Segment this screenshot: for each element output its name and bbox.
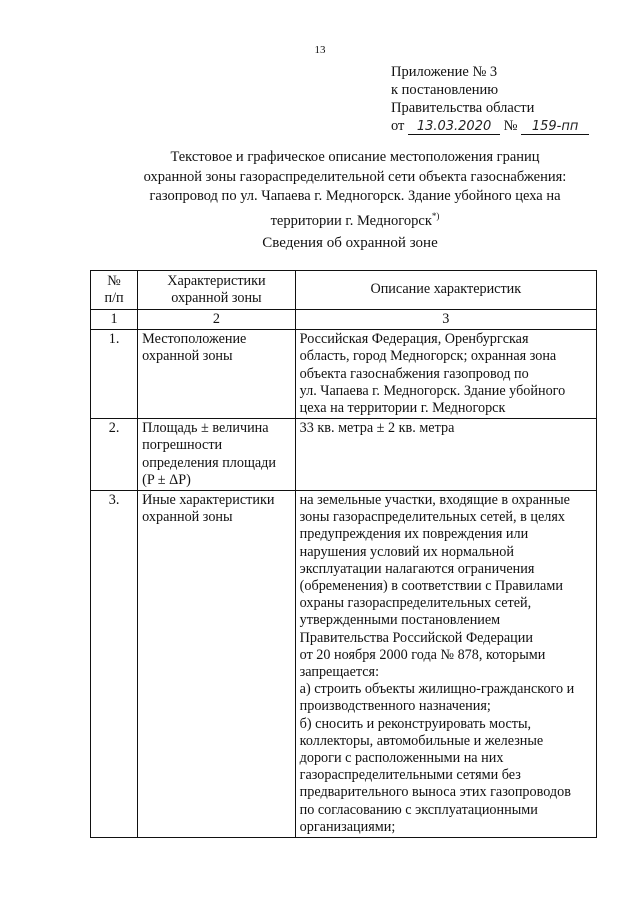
title-line-2: охранной зоны газораспределительной сети объекта газоснабжения:: [143, 168, 567, 185]
row-description: Российская Федерация, Оренбургская область, город Медногорск; охранная зона объекта газоснабжения газопровод по ул. Чапаева г. Медногорск. Здание убойного цеха на территории г. Медногорск: [295, 330, 596, 419]
table-row: [91, 491, 597, 838]
table-row: [91, 419, 597, 491]
title-line-4-text: территории г. Медногорск: [270, 212, 432, 229]
number-label: №: [503, 118, 518, 134]
handwritten-date: 13.03.2020: [408, 120, 500, 135]
title-line-3: газопровод по ул. Чапаева г. Медногорск. Здание убойного цеха на: [149, 188, 561, 204]
table-row: [91, 330, 597, 419]
column-number-2: 2: [138, 310, 296, 330]
footnote-mark: *): [431, 210, 440, 221]
table-header-row: [91, 271, 597, 310]
appendix-title: Приложение № 3: [391, 64, 498, 80]
title-line-4: [120, 207, 590, 231]
document-title: [120, 148, 590, 231]
column-number-3: 3: [295, 310, 596, 330]
handwritten-number: 159-пп: [521, 120, 589, 135]
appendix-date-number-line: [391, 117, 589, 135]
appendix-government-line: Правительства области: [391, 100, 535, 116]
column-numbering-row: [91, 310, 597, 330]
from-label: от: [391, 118, 405, 134]
row-characteristic: Местоположение охранной зоны: [138, 330, 296, 419]
row-characteristic: Иные характеристики охранной зоны: [138, 491, 296, 838]
row-number: 1.: [91, 330, 138, 419]
protection-zone-table: [90, 270, 597, 838]
appendix-resolution-line: к постановлению: [391, 82, 499, 98]
row-number: 2.: [91, 419, 138, 491]
section-subtitle: Сведения об охранной зоне: [262, 235, 438, 251]
title-line-1: Текстовое и графическое описание местоположения границ: [170, 149, 540, 165]
header-number: № п/п: [91, 271, 138, 310]
column-number-1: 1: [91, 310, 138, 330]
row-number: 3.: [91, 491, 138, 838]
appendix-block: [391, 63, 589, 135]
row-characteristic: Площадь ± величина погрешности определения площади (P ± ΔP): [138, 419, 296, 491]
row-description: на земельные участки, входящие в охранные зоны газораспределительных сетей, в целях предупреждения их повреждения или нарушения условий их нормальной эксплуатации налагаются ограничения (обременения) в соответствии с Правилами охраны газораспределительных сетей, утвержденными постановлением Правительства Российской Федерации от 20 ноября 2000 года № 878, которыми запрещается: а) строить объекты жилищно-гражданского и производственного назначения; б) сносить и реконструировать мосты, коллекторы, автомобильные и железные дороги с расположенными на них газораспределительными сетями без предварительного выноса этих газопроводов по согласованию с эксплуатационными организациями;: [295, 491, 596, 838]
row-description: 33 кв. метра ± 2 кв. метра: [295, 419, 596, 491]
header-description: Описание характеристик: [295, 271, 596, 310]
page-number: 13: [314, 44, 326, 56]
header-characteristic: Характеристики охранной зоны: [138, 271, 296, 310]
